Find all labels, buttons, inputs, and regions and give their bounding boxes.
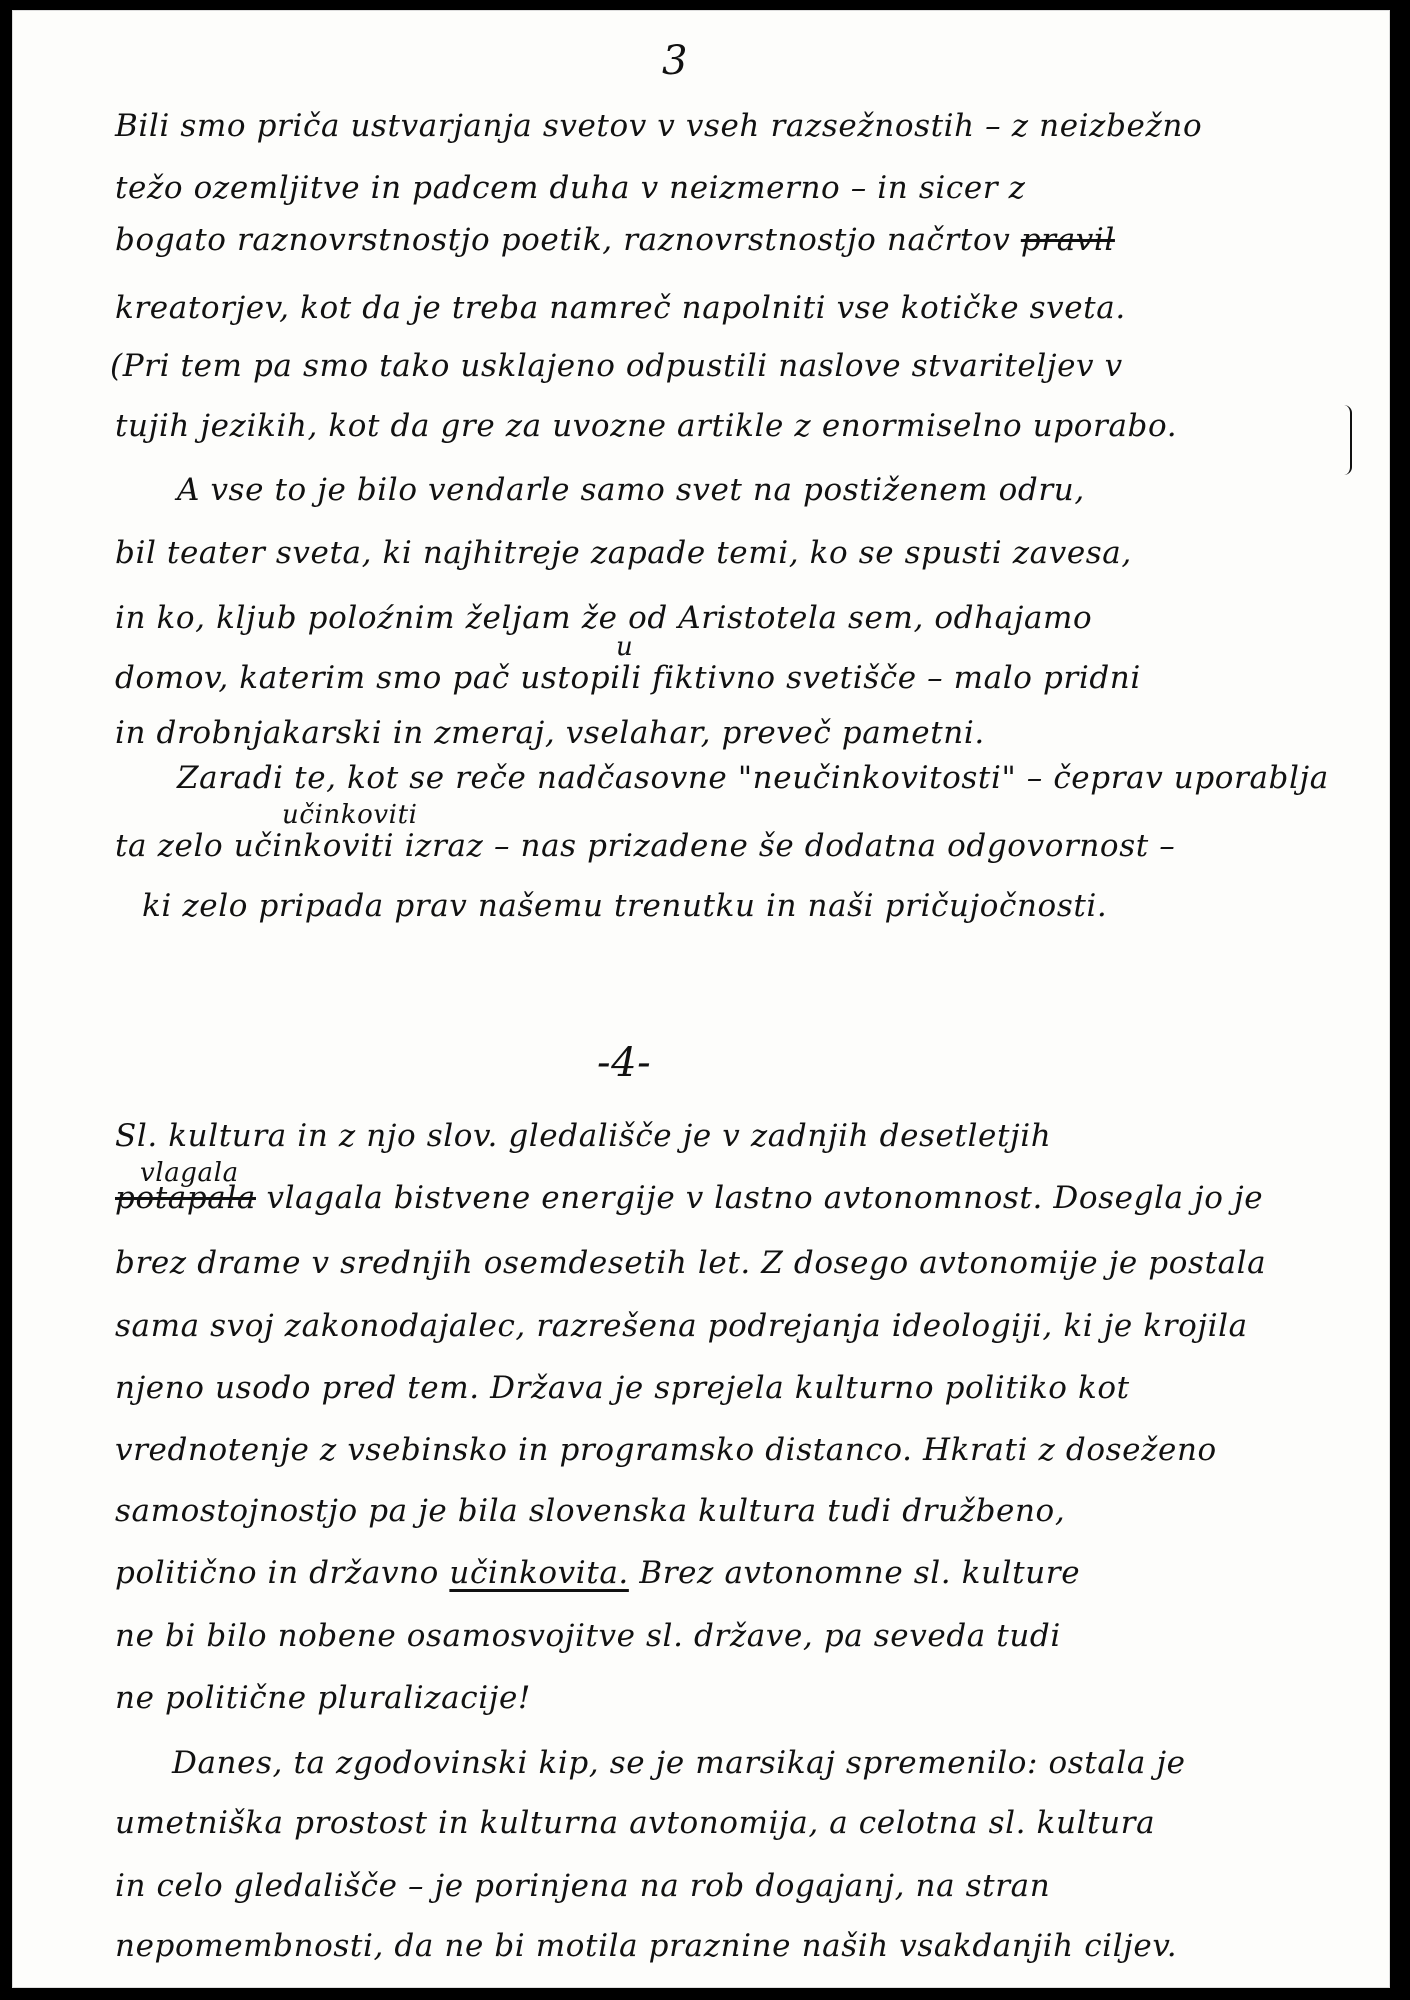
p3-line-9: in ko, kljub poloźnim željam že od Aristotela sem, odhajamo [115,600,1093,636]
page-number-3: 3 [662,38,689,84]
p4-line-1: Sl. kultura in z njo slov. gledališče je v zadnjih desetletjih [115,1118,1052,1154]
p4-underline-emphasis: učinkovita. [449,1555,629,1591]
p3-line-11: in drobnjakarski in zmeraj, vselahar, preveč pametni. [115,715,985,751]
p3-inline-insert: u [616,632,634,662]
p4-line-9: ne bi bilo nobene osamosvojitve sl. države, pa seveda tudi [115,1618,1061,1654]
closing-bracket [1342,405,1352,475]
p4-line-13: in celo gledališče – je porinjena na rob dogajanj, na stran [115,1868,1051,1904]
p3-line-12: Zaradi te, kot se reče nadčasovne "neučinkovitosti" – čeprav uporablja [177,760,1329,796]
p4-line-5: njeno usodo pred tem. Država je sprejela kulturno politiko kot [115,1370,1130,1406]
p4-line-8: politično in državno učinkovita. Brez avtonomne sl. kulture [115,1555,1081,1591]
p4-line-4: sama svoj zakonodajalec, razrešena podrejanja ideologiji, ki je krojila [115,1308,1248,1344]
p3-line-7: A vse to je bilo vendarle samo svet na postiženem odru, [177,472,1085,508]
p3-struck-word: pravil [1020,222,1115,258]
p4-line-11: Danes, ta zgodovinski kip, se je marsikaj spremenilo: ostala je [172,1745,1186,1781]
p3-line-3: bogato raznovrstnostjo poetik, raznovrstnostjo načrtov [115,222,1011,258]
p3-line-1: Bili smo priča ustvarjanja svetov v vseh razsežnostih – z neizbežno [115,108,1203,144]
p3-line-3-wrap [115,222,1115,258]
p3-inserted-word: učinkoviti [282,800,418,830]
p4-line-12: umetniška prostost in kulturna avtonomija, a celotna sl. kultura [115,1805,1156,1841]
page-number-4: -4- [597,1040,652,1086]
p3-line-6: tujih jezikih, kot da gre za uvozne artikle z enormiselno uporabo. [115,408,1178,444]
p4-line-2: vlagala bistvene energije v lastno avtonomnost. Dosegla jo je [266,1180,1264,1216]
p3-line-10: domov, katerim smo pač ustopili fiktivno svetišče – malo pridni [115,660,1141,696]
p4-struck-first-word: potapala [115,1180,256,1216]
p4-line-6: vrednotenje z vsebinsko in programsko distanco. Hkrati z doseženo [115,1432,1217,1468]
manuscript-sheet [12,10,1390,1988]
p3-line-13: ta zelo učinkoviti izraz – nas prizadene še dodatna odgovornost – [115,828,1176,864]
p3-line-2: težo ozemljitve in padcem duha v neizmerno – in sicer z [115,170,1026,206]
p3-line-8: bil teater sveta, ki najhitreje zapade temi, ko se spusti zavesa, [115,535,1132,571]
p3-line-14: ki zelo pripada prav našemu trenutku in naši pričujočnosti. [142,888,1108,924]
p3-line-4: kreatorjev, kot da je treba namreč napolniti vse kotičke sveta. [115,290,1126,326]
p4-line-3: brez drame v srednjih osemdesetih let. Z dosego avtonomije je postala [115,1245,1267,1281]
p4-line-10: ne politične pluralizacije! [115,1680,531,1716]
p3-line-5: (Pri tem pa smo tako usklajeno odpustili naslove stvariteljev v [110,348,1123,384]
p4-line-2-wrap [115,1180,1263,1216]
p4-inserted-first-word: vlagala [140,1158,239,1188]
p4-line-14: nepomembnosti, da ne bi motila praznine naših vsakdanjih ciljev. [115,1928,1178,1964]
p4-line-7: samostojnostjo pa je bila slovenska kultura tudi družbeno, [115,1493,1066,1529]
